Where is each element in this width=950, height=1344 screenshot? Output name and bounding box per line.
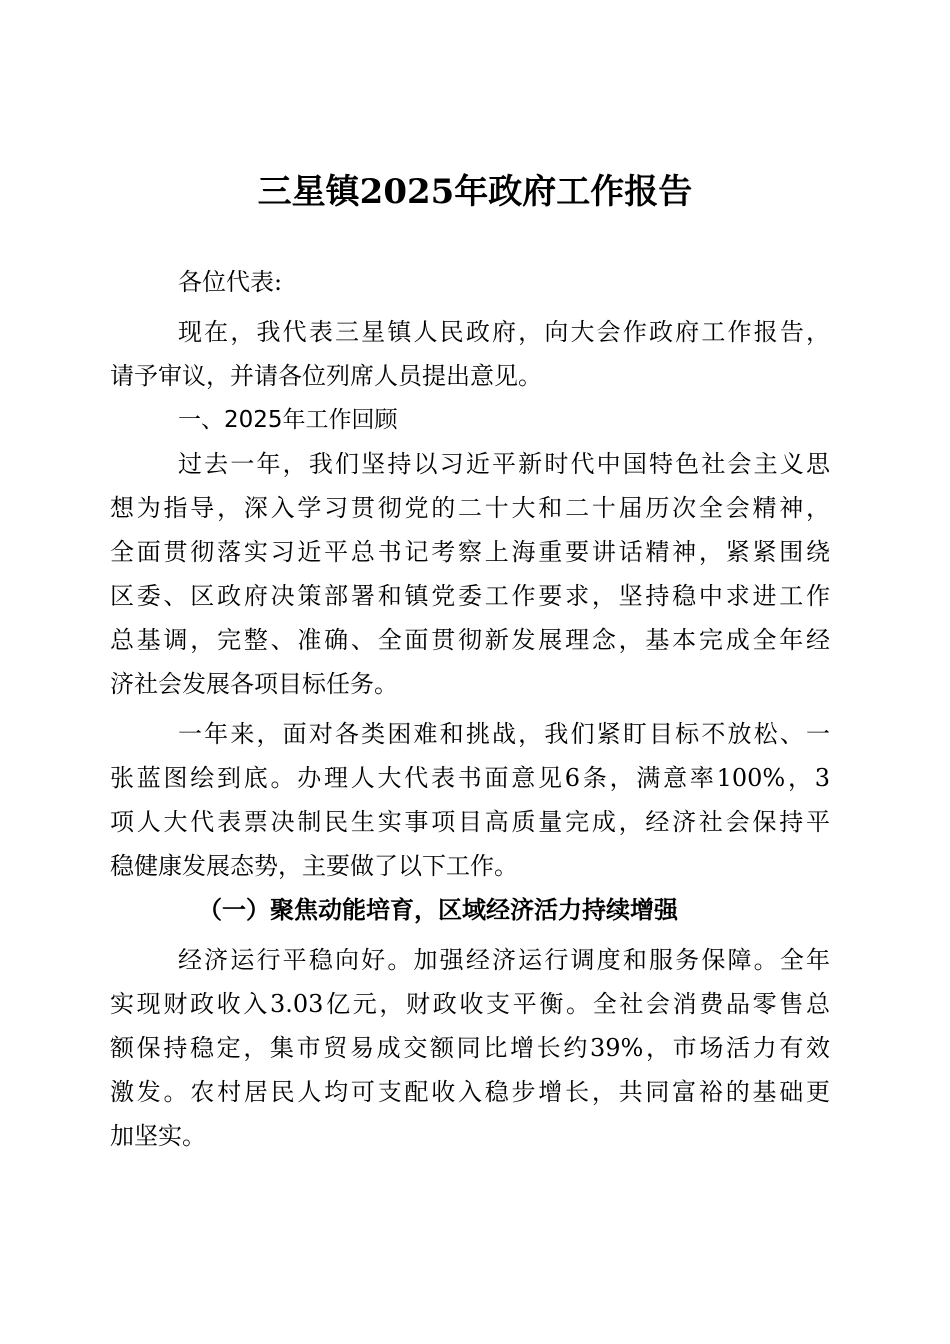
document-title: 三星镇2025年政府工作报告: [257, 172, 693, 212]
text-line: 激发。农村居民人均可支配收入稳步增长，共同富裕的基础更: [110, 1078, 830, 1106]
text-line: 加坚实。: [110, 1122, 206, 1150]
review-paragraph: [110, 442, 830, 706]
text-line: 过去一年，我们坚持以习近平新时代中国特色社会主义思: [178, 450, 830, 478]
document-body: [110, 260, 830, 1158]
text-line: 一年来，面对各类困难和挑战，我们紧盯目标不放松、一: [178, 720, 830, 748]
section-heading: 一、2025年工作回顾: [178, 407, 398, 433]
text-line: 项人大代表票决制民生实事项目高质量完成，经济社会保持平: [110, 808, 830, 836]
text-line: 稳健康发展态势，主要做了以下工作。: [110, 852, 518, 880]
text-line: 经济运行平稳向好。加强经济运行调度和服务保障。全年: [178, 946, 830, 974]
economy-paragraph: [110, 938, 830, 1158]
text-line: 实现财政收入3.03亿元，财政收支平衡。全社会消费品零售总: [110, 990, 830, 1018]
text-line: 总基调，完整、准确、全面贯彻新发展理念，基本完成全年经: [110, 626, 830, 654]
text-line: 请予审议，并请各位列席人员提出意见。: [110, 362, 542, 390]
text-line: 张蓝图绘到底。办理人大代表书面意见6条，满意率100%，3: [110, 764, 830, 792]
text-line: 额保持稳定，集市贸易成交额同比增长约39%，市场活力有效: [110, 1034, 830, 1062]
text-line: 现在，我代表三星镇人民政府，向大会作政府工作报告，: [178, 318, 830, 346]
salutation: 各位代表:: [178, 268, 283, 296]
subsection-heading: （一）聚焦动能培育，区域经济活力持续增强: [198, 895, 678, 924]
summary-paragraph: [110, 712, 830, 888]
intro-paragraph: [110, 310, 830, 398]
text-line: 济社会发展各项目标任务。: [110, 670, 398, 698]
text-line: 区委、区政府决策部署和镇党委工作要求，坚持稳中求进工作: [110, 582, 830, 610]
text-line: 全面贯彻落实习近平总书记考察上海重要讲话精神，紧紧围绕: [110, 538, 830, 566]
text-line: 想为指导，深入学习贯彻党的二十大和二十届历次全会精神，: [110, 494, 830, 522]
